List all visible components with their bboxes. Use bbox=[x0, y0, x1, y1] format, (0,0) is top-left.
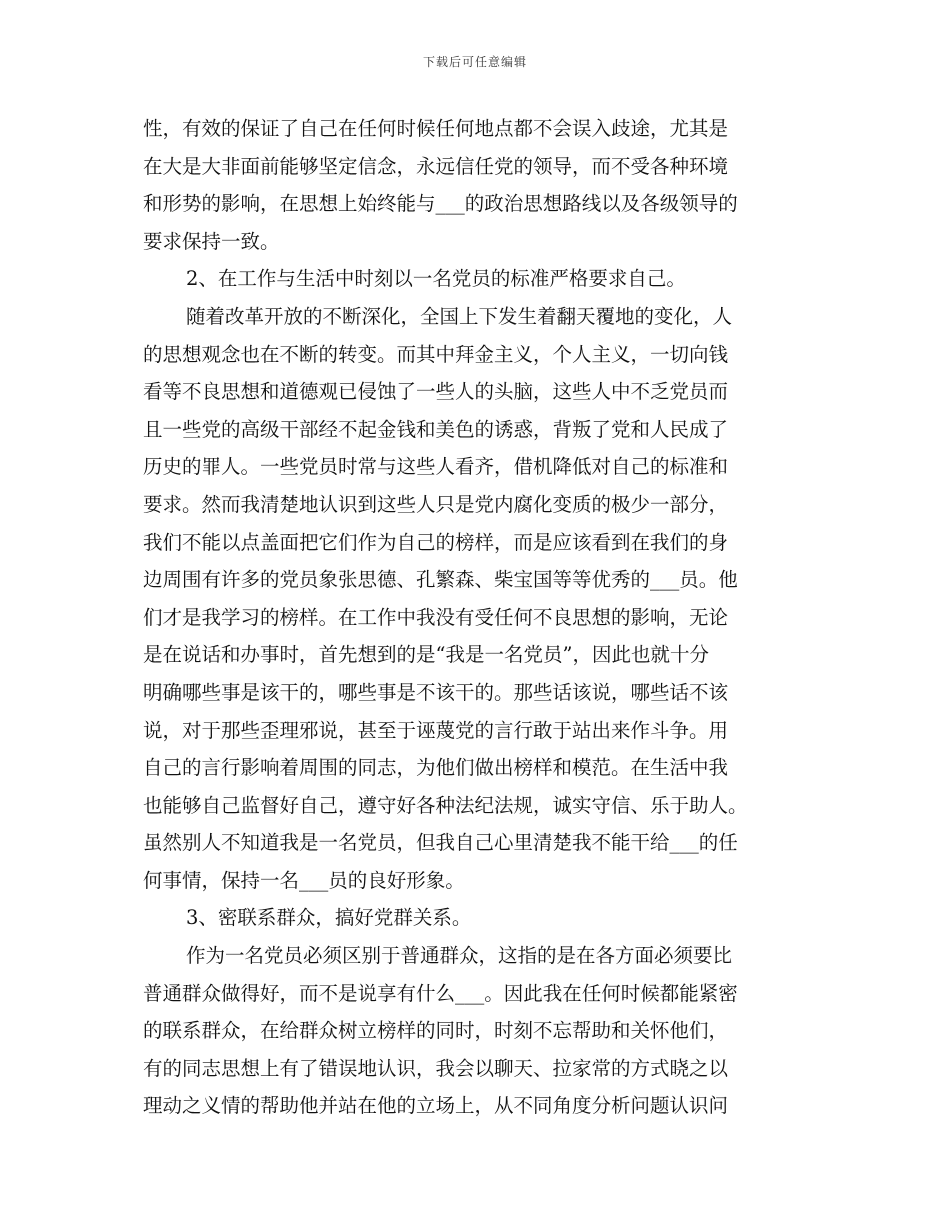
text-line: 且一些党的高级干部经不起金钱和美色的诱惑，背叛了党和人民成了 bbox=[143, 417, 729, 441]
text-line: 的联系群众，在给群众树立榜样的同时，时刻不忘帮助和关怀他们， bbox=[143, 1019, 729, 1043]
section-heading-2: 2、在工作与生活中时刻以一名党员的标准严格要求自己。 bbox=[186, 267, 686, 291]
text-line: 自己的言行影响着周围的同志，为他们做出榜样和模范。在生活中我 bbox=[143, 756, 729, 780]
paragraph-start: 随着改革开放的不断深化，全国上下发生着翻天覆地的变化，人 bbox=[186, 304, 733, 328]
section-heading-3: 3、密联系群众，搞好党群关系。 bbox=[186, 906, 472, 930]
text-line: 们才是我学习的榜样。在工作中我没有受任何不良思想的影响，无论 bbox=[143, 605, 729, 629]
text-line: 也能够自己监督好自己，遵守好各种法纪法规，诚实守信、乐于助人。 bbox=[143, 793, 748, 817]
text-line: 历史的罪人。一些党员时常与这些人看齐，借机降低对自己的标准和 bbox=[143, 455, 729, 479]
text-line: 理动之义情的帮助他并站在他的立场上，从不同角度分析问题认识问 bbox=[143, 1094, 729, 1118]
text-line: 和形势的影响，在思想上始终能与___的政治思想路线以及各级领导的 bbox=[143, 192, 738, 216]
document-body bbox=[143, 110, 813, 1125]
text-line: 要求。然而我清楚地认识到这些人只是党内腐化变质的极少一部分， bbox=[143, 492, 729, 516]
text-line: 性，有效的保证了自己在任何时候任何地点都不会误入歧途，尤其是 bbox=[143, 117, 729, 140]
text-line: 的思想观念也在不断的转变。而其中拜金主义，个人主义，一切向钱 bbox=[143, 342, 729, 366]
text-line: 在大是大非面前能够坚定信念，永远信任党的领导，而不受各种环境 bbox=[143, 154, 729, 178]
text-line: 说，对于那些歪理邪说，甚至于诬蔑党的言行敢于站出来作斗争。用 bbox=[143, 718, 729, 742]
text-line: 看等不良思想和道德观已侵蚀了一些人的头脑，这些人中不乏党员而 bbox=[143, 380, 729, 404]
text-line: 我们不能以点盖面把它们作为自己的榜样，而是应该看到在我们的身 bbox=[143, 530, 729, 554]
text-line: 虽然别人不知道我是一名党员，但我自己心里清楚我不能干给___的任 bbox=[143, 831, 738, 855]
text-line: 明确哪些事是该干的，哪些事是不该干的。那些话该说，哪些话不该 bbox=[143, 680, 729, 704]
page-header-note: 下载后可任意编辑 bbox=[422, 55, 527, 69]
text-line: 要求保持一致。 bbox=[143, 229, 280, 253]
paragraph-start: 作为一名党员必须区别于普通群众，这指的是在各方面必须要比 bbox=[186, 944, 733, 968]
text-line: 有的同志思想上有了错误地认识，我会以聊天、拉家常的方式晓之以 bbox=[143, 1056, 729, 1080]
text-line: 边周围有许多的党员象张思德、孔繁森、柴宝国等等优秀的___员。他 bbox=[143, 568, 738, 592]
text-line: 普通群众做得好，而不是说享有什么___。因此我在任何时候都能紧密 bbox=[143, 981, 738, 1005]
text-line: 何事情，保持一名___员的良好形象。 bbox=[143, 868, 465, 892]
text-line: 是在说话和办事时，首先想到的是“我是一名党员”，因此也就十分 bbox=[143, 643, 709, 667]
